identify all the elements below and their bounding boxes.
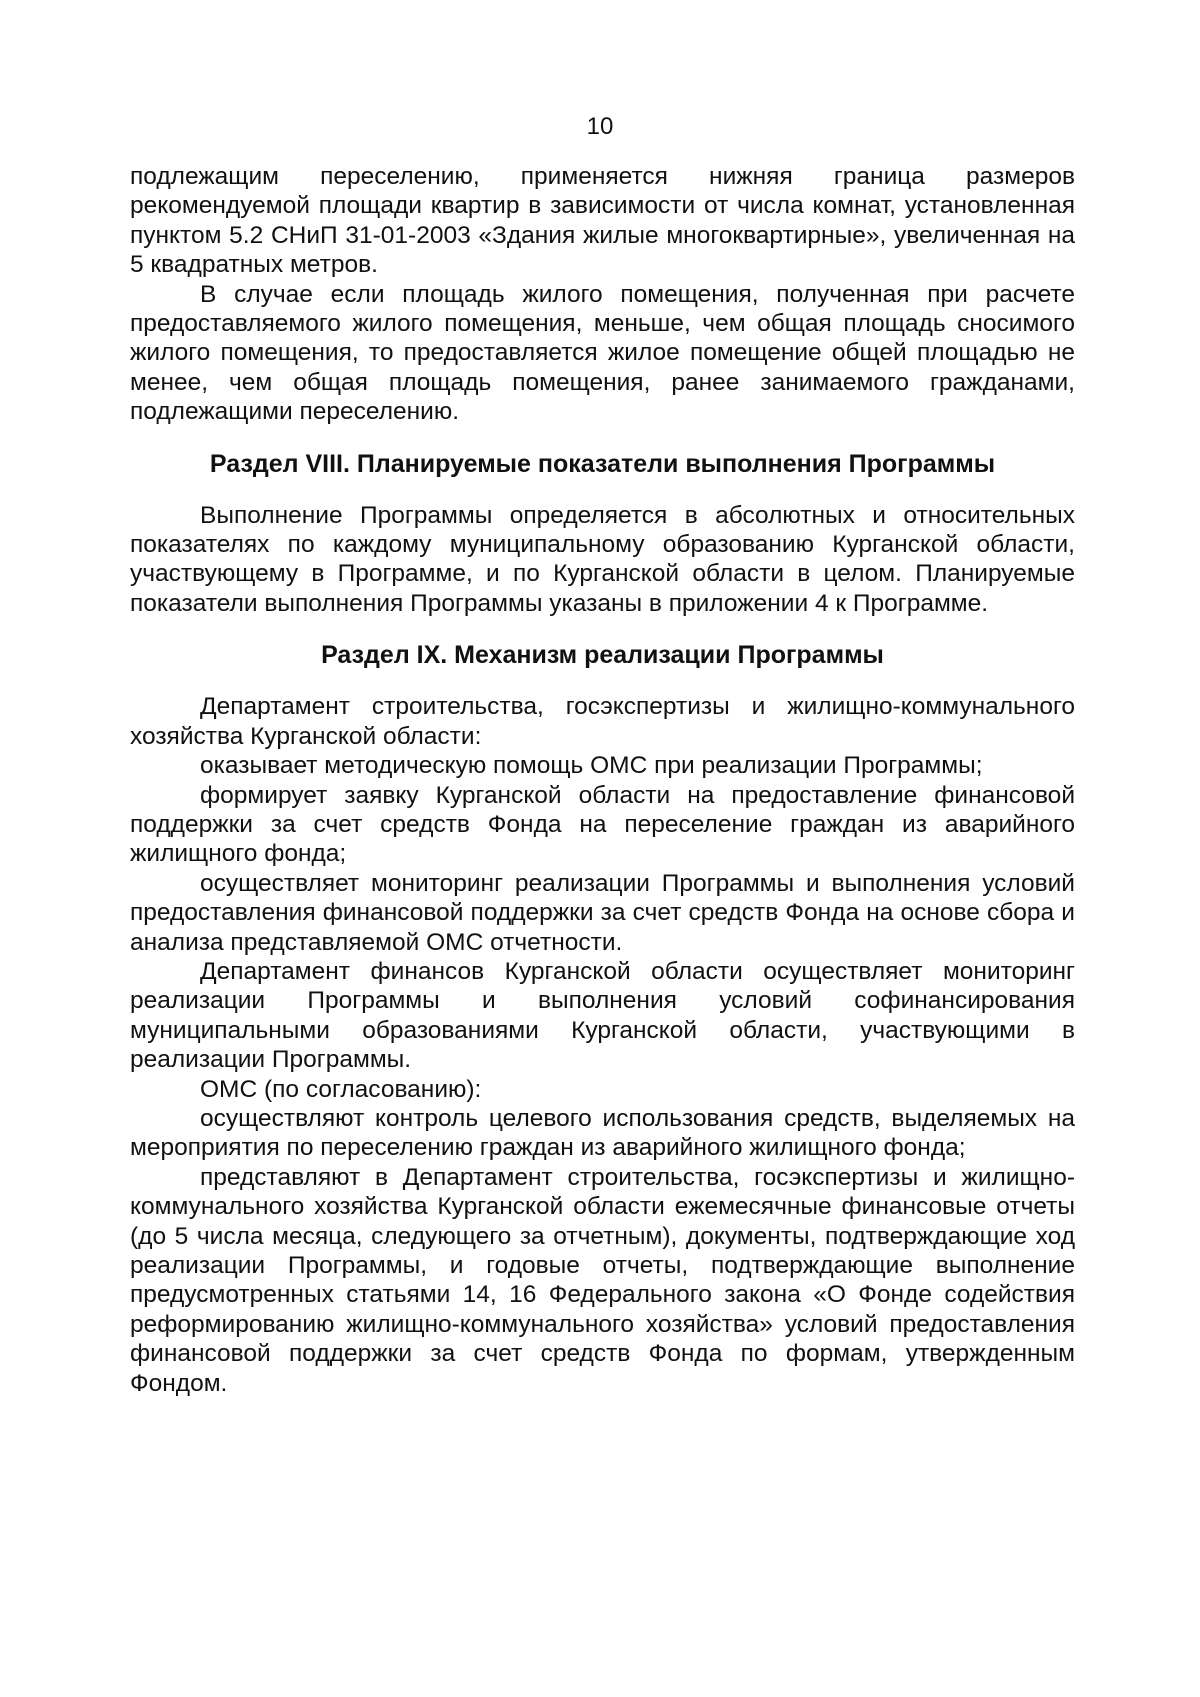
section-9-paragraph-6: ОМС (по согласованию):: [200, 1075, 482, 1103]
section-8-paragraph: Выполнение Программы определяется в абсолютных и относительных показателях по каждому муниципальному образованию Курганской области, участвующему в Программе, и по Курганской области в целом. Планируемые показатели выполнения Программы указаны в приложении 4 к Программе.: [130, 501, 1075, 617]
document-body: [130, 162, 1075, 1398]
paragraph-continued: подлежащим переселению, применяется нижняя граница размеров рекомендуемой площади квартир в зависимости от числа комнат, установленная пунктом 5.2 СНиП 31-01-2003 «Здания жилые многоквартирные», увеличенная на 5 квадратных метров.: [130, 163, 1075, 279]
section-9-title: Раздел IX. Механизм реализации Программы: [321, 641, 884, 670]
section-8-title: Раздел VIII. Планируемые показатели выполнения Программы: [209, 449, 996, 478]
section-9-paragraph-3: формирует заявку Курганской области на предоставление финансовой поддержки за счет средств Фонда на переселение граждан из аварийного жилищного фонда;: [130, 781, 1075, 868]
section-9-paragraph-2: оказывает методическую помощь ОМС при реализации Программы;: [200, 752, 983, 780]
page-number: 10: [586, 113, 614, 140]
section-9-paragraph-7: осуществляют контроль целевого использования средств, выделяемых на мероприятия по переселению граждан из аварийного жилищного фонда;: [130, 1104, 1075, 1162]
section-9-paragraph-4: осуществляет мониторинг реализации Программы и выполнения условий предоставления финансовой поддержки за счет средств Фонда на основе сбора и анализа представляемой ОМС отчетности.: [130, 869, 1075, 956]
section-9-paragraph-1: Департамент строительства, госэкспертизы и жилищно-коммунального хозяйства Курганской области:: [130, 693, 1075, 750]
section-9-paragraph-8: представляют в Департамент строительства, госэкспертизы и жилищно-коммунального хозяйства Курганской области ежемесячные финансовые отчеты (до 5 числа месяца, следующего за отчетным), документы, подтверждающие ход реализации Программы, и годовые отчеты, подтверждающие выполнение предусмотренных статьями 14, 16 Федерального закона «О Фонде содействия реформированию жилищно-коммунального хозяйства» условий предоставления финансовой поддержки за счет средств Фонда по формам, утвержденным Фондом.: [130, 1163, 1075, 1397]
paragraph-area-rule: В случае если площадь жилого помещения, полученная при расчете предоставляемого жилого помещения, меньше, чем общая площадь сносимого жилого помещения, то предоставляется жилое помещение общей площадью не менее, чем общая площадь помещения, ранее занимаемого гражданами, подлежащими переселению.: [130, 280, 1075, 426]
section-9-paragraph-5: Департамент финансов Курганской области осуществляет мониторинг реализации Программы и выполнения условий софинансирования муниципальными образованиями Курганской области, участвующими в реализации Программы.: [130, 957, 1075, 1074]
